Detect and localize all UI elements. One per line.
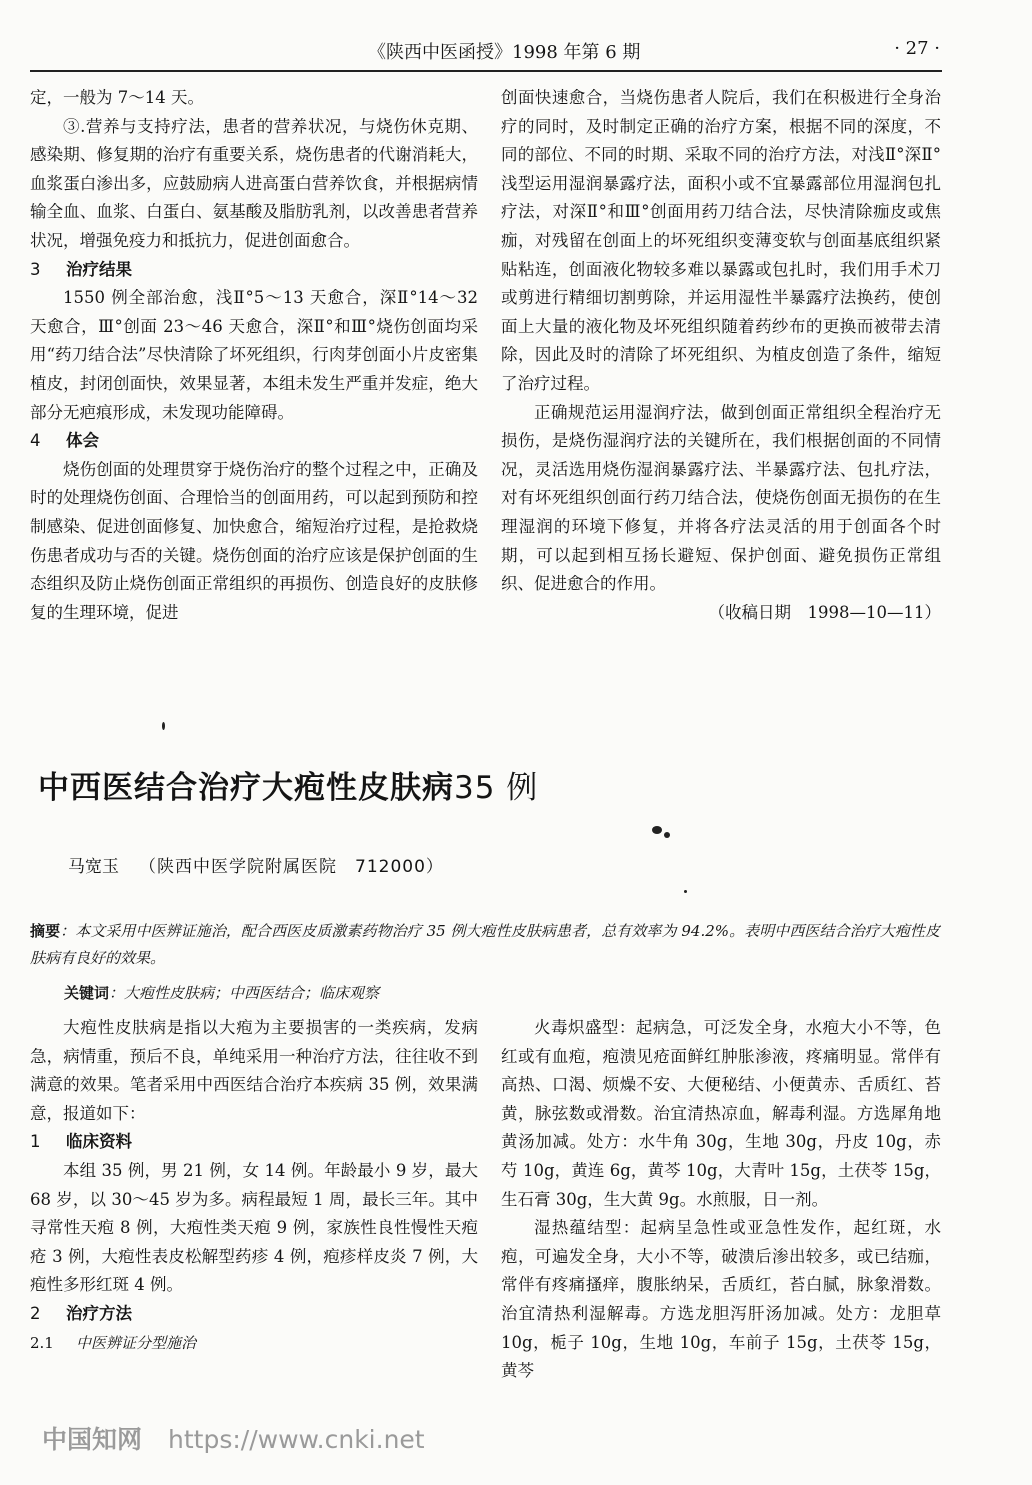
article1-right-column [501,84,941,627]
paragraph: ③.营养与支持疗法，患者的营养状况，与烧伤休克期、感染期、修复期的治疗有重要关系，烧伤患者的代谢消耗大，血浆蛋白渗出多，应鼓励病人进高蛋白营养饮食，并根据病情输全血、血浆、白蛋白、氨基酸及脂肪乳剂，以改善患者营养状况，增强免疫力和抵抗力，促进创面愈合。 [30,116,478,250]
paragraph: 火毒炽盛型：起病急，可泛发全身，水疱大小不等，色红或有血疱，疱溃见疮面鲜红肿胀渗液，疼痛明显。常伴有高热、口渴、烦燥不安、大便秘结、小便黄赤、舌质红、苔黄，脉弦数或滑数。治宜清热凉血，解毒利湿。方选犀角地黄汤加减。处方：水牛角 30g，生地 30g，丹皮 10g，赤芍 10g，黄连 6g，黄芩 10g，大青叶 15g，土茯苓 15g，生石膏 30g，生大黄 9g。水煎服，日一剂。 [501,1018,941,1209]
paragraph: 创面快速愈合，当烧伤患者人院后，我们在积极进行全身治疗的同时，及时制定正确的治疗方案，根据不同的深度，不同的部位、不同的时期、采取不同的治疗方法，对浅Ⅱ°深Ⅱ°浅型运用湿润暴露疗法，面积小或不宜暴露部位用湿润包扎疗法，对深Ⅱ°和Ⅲ°创面用药刀结合法，尽快清除痂皮或焦痂，对残留在创面上的坏死组织变薄变软与创面基底组织紧贴粘连，创面液化物较多难以暴露或包扎时，我们用手术刀或剪进行精细切割剪除，并运用湿性半暴露疗法换药，使创面上大量的液化物及坏死组织随着药纱布的更换而被带去清除，因此及时的清除了坏死组织、为植皮创造了条件，缩短了治疗过程。 [501,88,941,393]
paragraph: 本组 35 例，男 21 例，女 14 例。年龄最小 9 岁，最大 68 岁，以 30～45 岁为多。病程最短 1 周，最长三年。其中寻常性天疱 8 例，大疱性类天疱 9 例，家族性良性慢性天疱疮 3 例，大疱性表皮松解型药疹 4 例，疱疹样皮炎 7 例，大疱性多形红斑 4 例。 [30,1160,478,1295]
article-title: 中西医结合治疗大疱性皮肤病35 例 [38,770,539,806]
paragraph: 正确规范运用湿润疗法，做到创面正常组织全程治疗无损伤，是烧伤湿润疗法的关键所在，我们根据创面的不同情况，灵活选用烧伤湿润暴露疗法、半暴露疗法、包扎疗法，对有坏死组织创面行药刀结合法，使烧伤创面无损伤的在生理湿润的环境下修复，并将各疗法灵活的用于创面各个时期，可以起到相互扬长避短、保护创面、避免损伤正常组织、促进愈合的作用。 [501,402,941,594]
keywords [64,982,379,1003]
author-affiliation: （陕西中医学院附属医院 712000） [139,857,444,877]
paragraph: 1550 例全部治愈，浅Ⅱ°5～13 天愈合，深Ⅱ°14～32 天愈合，Ⅲ°创面 23～46 天愈合，深Ⅱ°和Ⅲ°烧伤创面均采用“药刀结合法”尽快清除了坏死组织，行肉芽创面小片皮密集植皮，封闭创面快，效果显著，本组未发生严重并发症，绝大部分无疤痕形成，未发现功能障碍。 [30,288,478,422]
running-header [30,38,940,64]
subsection-heading: 2.1 中医辨证分型施治 [30,1333,197,1352]
scan-speck [652,826,662,834]
section-heading: 3 治疗结果 [30,259,132,279]
cnki-url: https://www.cnki.net [168,1425,425,1454]
keywords-label: 关键词 [64,984,110,1002]
page-number: · 27 · [894,38,940,59]
paragraph: 大疱性皮肤病是指以大疱为主要损害的一类疾病，发病急，病情重，预后不良，单纯采用一种治疗方法，往往收不到满意的效果。笔者采用中西医结合治疗本疾病 35 例，效果满意，报道如下： [30,1018,478,1123]
section-heading: 4 体会 [30,431,99,451]
section-heading: 1 临床资料 [30,1132,132,1152]
article2-right-column [501,1014,941,1386]
abstract-text: ：本文采用中医辨证施治，配合西医皮质激素药物治疗 35 例大疱性皮肤病患者，总有效率为 94.2%。表明中西医结合治疗大疱性皮肤病有良好的效果。 [30,922,940,967]
abstract [30,918,940,972]
scan-speck [162,722,165,730]
section-heading: 2 治疗方法 [30,1303,132,1323]
cnki-watermark [42,1420,425,1456]
keywords-text: ：大疱性皮肤病；中西医结合；临床观察 [109,984,380,1002]
author-line [68,852,444,877]
received-date: （收稿日期 1998—10—11） [708,602,941,622]
scan-speck [664,832,670,838]
title-case-count: 35 例 [454,770,539,806]
article2-left-column [30,1014,478,1357]
abstract-label: 摘要 [30,922,61,940]
paragraph: 定，一般为 7～14 天。 [30,88,204,107]
cnki-logo: 中国知网 [42,1425,143,1454]
header-rule [30,70,942,72]
scan-speck [684,890,687,893]
journal-issue: 《陕西中医函授》1998 年第 6 期 [368,42,641,63]
article1-left-column [30,84,478,627]
author-name: 马宽玉 [68,857,119,877]
paragraph: 烧伤创面的处理贯穿于烧伤治疗的整个过程之中，正确及时的处理烧伤创面、合理恰当的创面用药，可以起到预防和控制感染、促进创面修复、加快愈合，缩短治疗过程，是抢救烧伤患者成功与否的关键。烧伤创面的治疗应该是保护创面的生态组织及防止烧伤创面正常组织的再损伤、创造良好的皮肤修复的生理环境，促进 [30,459,478,622]
paragraph: 湿热蕴结型：起病呈急性或亚急性发作，起红斑，水疱，可遍发全身，大小不等，破溃后渗出较多，或已结痂，常伴有疼痛搔痒，腹胀纳呆，舌质红，苔白腻，脉象滑数。治宜清热利湿解毒。方选龙胆泻肝汤加减。处方：龙胆草 10g，栀子 10g，生地 10g，车前子 15g，土茯苓 15g，黄芩 [501,1218,941,1381]
